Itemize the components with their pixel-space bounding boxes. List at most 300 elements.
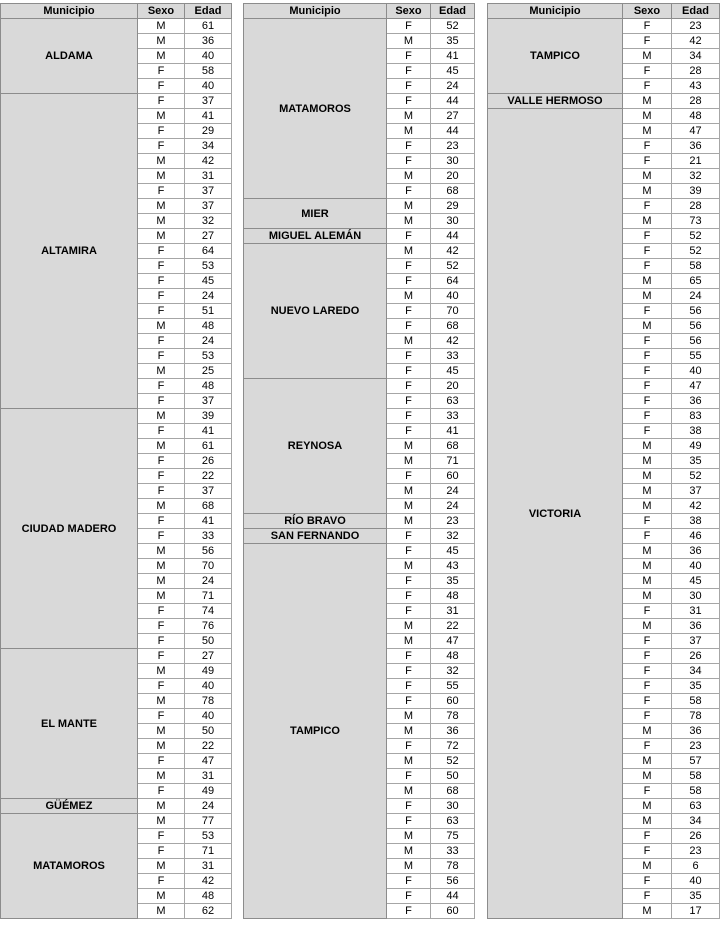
municipio-cell: REYNOSA: [244, 379, 387, 514]
edad-cell: 62: [185, 904, 232, 919]
municipio-cell: NUEVO LAREDO: [244, 244, 387, 379]
sexo-cell: M: [623, 859, 672, 874]
sexo-cell: F: [623, 409, 672, 424]
sexo-cell: F: [138, 124, 185, 139]
sexo-cell: F: [623, 154, 672, 169]
sexo-cell: M: [623, 814, 672, 829]
edad-cell: 53: [185, 829, 232, 844]
sexo-cell: M: [138, 109, 185, 124]
edad-cell: 61: [185, 19, 232, 34]
edad-cell: 28: [672, 64, 720, 79]
data-table-1: [0, 3, 232, 919]
sexo-cell: F: [138, 79, 185, 94]
edad-cell: 40: [431, 289, 475, 304]
sexo-cell: M: [138, 34, 185, 49]
sexo-cell: F: [387, 649, 431, 664]
edad-cell: 24: [431, 79, 475, 94]
sexo-cell: M: [623, 589, 672, 604]
header-edad: Edad: [185, 4, 232, 19]
edad-cell: 36: [431, 724, 475, 739]
sexo-cell: M: [623, 169, 672, 184]
edad-cell: 36: [672, 139, 720, 154]
table-row: [244, 244, 475, 259]
edad-cell: 30: [431, 799, 475, 814]
sexo-cell: F: [623, 64, 672, 79]
edad-cell: 65: [672, 274, 720, 289]
table-row: [244, 544, 475, 559]
sexo-cell: M: [623, 574, 672, 589]
sexo-cell: F: [623, 349, 672, 364]
edad-cell: 31: [672, 604, 720, 619]
municipio-cell: VICTORIA: [488, 109, 623, 919]
sexo-cell: F: [387, 409, 431, 424]
edad-cell: 58: [672, 784, 720, 799]
sexo-cell: F: [623, 34, 672, 49]
sexo-cell: F: [387, 319, 431, 334]
sexo-cell: F: [138, 289, 185, 304]
edad-cell: 78: [431, 859, 475, 874]
edad-cell: 56: [672, 334, 720, 349]
edad-cell: 37: [185, 484, 232, 499]
sexo-cell: F: [387, 229, 431, 244]
municipio-cell: RÍO BRAVO: [244, 514, 387, 529]
edad-cell: 36: [672, 724, 720, 739]
edad-cell: 40: [185, 679, 232, 694]
edad-cell: 28: [672, 199, 720, 214]
sexo-cell: F: [623, 304, 672, 319]
edad-cell: 43: [431, 559, 475, 574]
sexo-cell: F: [387, 589, 431, 604]
sexo-cell: F: [623, 874, 672, 889]
sexo-cell: M: [138, 589, 185, 604]
edad-cell: 78: [185, 694, 232, 709]
edad-cell: 52: [672, 469, 720, 484]
municipio-cell: TAMPICO: [244, 544, 387, 919]
edad-cell: 42: [672, 34, 720, 49]
edad-cell: 47: [185, 754, 232, 769]
sexo-cell: F: [387, 424, 431, 439]
sexo-cell: F: [387, 79, 431, 94]
sexo-cell: M: [138, 49, 185, 64]
header-edad: Edad: [431, 4, 475, 19]
sexo-cell: F: [387, 274, 431, 289]
sexo-cell: M: [138, 724, 185, 739]
sexo-cell: M: [623, 619, 672, 634]
sexo-cell: F: [623, 634, 672, 649]
sexo-cell: F: [623, 139, 672, 154]
edad-cell: 34: [672, 814, 720, 829]
edad-cell: 37: [185, 394, 232, 409]
edad-cell: 45: [431, 364, 475, 379]
sexo-cell: M: [138, 154, 185, 169]
edad-cell: 78: [672, 709, 720, 724]
edad-cell: 17: [672, 904, 720, 919]
municipio-cell: EL MANTE: [1, 649, 138, 799]
edad-cell: 49: [672, 439, 720, 454]
table-row: [244, 514, 475, 529]
sexo-cell: F: [138, 484, 185, 499]
edad-cell: 63: [431, 814, 475, 829]
sexo-cell: F: [623, 244, 672, 259]
sexo-cell: F: [623, 829, 672, 844]
edad-cell: 20: [431, 379, 475, 394]
sexo-cell: M: [138, 904, 185, 919]
sexo-cell: M: [623, 769, 672, 784]
edad-cell: 70: [185, 559, 232, 574]
edad-cell: 68: [431, 439, 475, 454]
sexo-cell: F: [387, 529, 431, 544]
sexo-cell: F: [387, 19, 431, 34]
edad-cell: 63: [672, 799, 720, 814]
edad-cell: 58: [672, 259, 720, 274]
edad-cell: 40: [185, 49, 232, 64]
edad-cell: 41: [185, 109, 232, 124]
edad-cell: 58: [672, 769, 720, 784]
municipio-cell: MIER: [244, 199, 387, 229]
edad-cell: 36: [185, 34, 232, 49]
sexo-cell: M: [387, 859, 431, 874]
sexo-cell: M: [623, 484, 672, 499]
edad-cell: 24: [185, 799, 232, 814]
sexo-cell: F: [387, 64, 431, 79]
sexo-cell: F: [623, 649, 672, 664]
sexo-cell: F: [138, 829, 185, 844]
sexo-cell: M: [387, 334, 431, 349]
header-municipio: Municipio: [244, 4, 387, 19]
sexo-cell: M: [138, 559, 185, 574]
edad-cell: 40: [672, 364, 720, 379]
sexo-cell: F: [387, 739, 431, 754]
sexo-cell: M: [387, 214, 431, 229]
edad-cell: 76: [185, 619, 232, 634]
edad-cell: 83: [672, 409, 720, 424]
sexo-cell: F: [138, 334, 185, 349]
edad-cell: 31: [185, 769, 232, 784]
edad-cell: 53: [185, 259, 232, 274]
edad-cell: 48: [185, 379, 232, 394]
sexo-cell: M: [623, 439, 672, 454]
sexo-cell: F: [623, 694, 672, 709]
sexo-cell: M: [387, 634, 431, 649]
sexo-cell: F: [138, 649, 185, 664]
edad-cell: 35: [431, 34, 475, 49]
edad-cell: 45: [431, 64, 475, 79]
sexo-cell: M: [387, 169, 431, 184]
sexo-cell: F: [387, 814, 431, 829]
edad-cell: 64: [185, 244, 232, 259]
edad-cell: 29: [431, 199, 475, 214]
sexo-cell: F: [387, 364, 431, 379]
edad-cell: 21: [672, 154, 720, 169]
edad-cell: 30: [431, 214, 475, 229]
sexo-cell: M: [138, 229, 185, 244]
sexo-cell: F: [387, 379, 431, 394]
edad-cell: 73: [672, 214, 720, 229]
edad-cell: 55: [672, 349, 720, 364]
sexo-cell: F: [387, 874, 431, 889]
edad-cell: 53: [185, 349, 232, 364]
edad-cell: 23: [431, 514, 475, 529]
edad-cell: 52: [431, 19, 475, 34]
edad-cell: 27: [431, 109, 475, 124]
sexo-cell: F: [623, 394, 672, 409]
sexo-cell: F: [138, 469, 185, 484]
sexo-cell: M: [138, 199, 185, 214]
edad-cell: 42: [185, 874, 232, 889]
edad-cell: 44: [431, 229, 475, 244]
edad-cell: 60: [431, 694, 475, 709]
edad-cell: 50: [431, 769, 475, 784]
sexo-cell: M: [138, 439, 185, 454]
edad-cell: 24: [431, 499, 475, 514]
sexo-cell: F: [138, 64, 185, 79]
sexo-cell: F: [623, 889, 672, 904]
sexo-cell: M: [387, 109, 431, 124]
sexo-cell: M: [138, 214, 185, 229]
sexo-cell: F: [623, 259, 672, 274]
edad-cell: 33: [431, 349, 475, 364]
edad-cell: 49: [185, 664, 232, 679]
table-row: [1, 409, 232, 424]
table-row: [488, 94, 720, 109]
edad-cell: 71: [431, 454, 475, 469]
sexo-cell: M: [387, 754, 431, 769]
edad-cell: 70: [431, 304, 475, 319]
sexo-cell: F: [138, 394, 185, 409]
municipio-cell: ALDAMA: [1, 19, 138, 94]
edad-cell: 71: [185, 844, 232, 859]
sexo-cell: F: [387, 679, 431, 694]
header-municipio: Municipio: [488, 4, 623, 19]
sexo-cell: M: [623, 214, 672, 229]
edad-cell: 42: [185, 154, 232, 169]
edad-cell: 37: [672, 634, 720, 649]
edad-cell: 68: [431, 319, 475, 334]
sexo-cell: F: [138, 784, 185, 799]
edad-cell: 38: [672, 514, 720, 529]
edad-cell: 38: [672, 424, 720, 439]
sexo-cell: F: [623, 664, 672, 679]
sexo-cell: F: [623, 334, 672, 349]
edad-cell: 23: [431, 139, 475, 154]
edad-cell: 32: [185, 214, 232, 229]
edad-cell: 37: [672, 484, 720, 499]
edad-cell: 44: [431, 889, 475, 904]
edad-cell: 58: [185, 64, 232, 79]
edad-cell: 48: [431, 649, 475, 664]
sexo-cell: F: [138, 514, 185, 529]
sexo-cell: M: [387, 199, 431, 214]
edad-cell: 39: [185, 409, 232, 424]
edad-cell: 45: [672, 574, 720, 589]
sexo-cell: M: [138, 364, 185, 379]
edad-cell: 63: [431, 394, 475, 409]
edad-cell: 40: [672, 559, 720, 574]
edad-cell: 33: [185, 529, 232, 544]
edad-cell: 32: [431, 529, 475, 544]
sexo-cell: M: [623, 904, 672, 919]
table-row: [244, 529, 475, 544]
edad-cell: 60: [431, 904, 475, 919]
sexo-cell: F: [623, 679, 672, 694]
edad-cell: 47: [672, 379, 720, 394]
sexo-cell: M: [138, 739, 185, 754]
sexo-cell: M: [623, 124, 672, 139]
sexo-cell: F: [138, 139, 185, 154]
edad-cell: 28: [672, 94, 720, 109]
sexo-cell: M: [387, 784, 431, 799]
municipio-cell: ALTAMIRA: [1, 94, 138, 409]
edad-cell: 51: [185, 304, 232, 319]
edad-cell: 22: [185, 739, 232, 754]
sexo-cell: F: [387, 799, 431, 814]
municipio-cell: VALLE HERMOSO: [488, 94, 623, 109]
sexo-cell: F: [387, 544, 431, 559]
sexo-cell: M: [387, 34, 431, 49]
table-row: [1, 94, 232, 109]
edad-cell: 78: [431, 709, 475, 724]
sexo-cell: F: [387, 49, 431, 64]
sexo-cell: F: [138, 619, 185, 634]
edad-cell: 72: [431, 739, 475, 754]
municipio-cell: CIUDAD MADERO: [1, 409, 138, 649]
sexo-cell: F: [138, 184, 185, 199]
sexo-cell: M: [387, 559, 431, 574]
edad-cell: 50: [185, 634, 232, 649]
edad-cell: 34: [672, 664, 720, 679]
sexo-cell: M: [138, 664, 185, 679]
header-municipio: Municipio: [1, 4, 138, 19]
edad-cell: 24: [185, 334, 232, 349]
edad-cell: 48: [185, 889, 232, 904]
sexo-cell: M: [387, 289, 431, 304]
edad-cell: 20: [431, 169, 475, 184]
edad-cell: 42: [431, 244, 475, 259]
municipio-cell: GÜÉMEZ: [1, 799, 138, 814]
table-row: [244, 19, 475, 34]
municipio-cell: SAN FERNANDO: [244, 529, 387, 544]
sexo-cell: F: [138, 379, 185, 394]
sexo-cell: M: [387, 514, 431, 529]
sexo-cell: M: [623, 289, 672, 304]
edad-cell: 61: [185, 439, 232, 454]
sexo-cell: F: [387, 889, 431, 904]
edad-cell: 22: [185, 469, 232, 484]
sexo-cell: M: [623, 559, 672, 574]
sexo-cell: F: [138, 349, 185, 364]
data-table-3: [487, 3, 720, 919]
header-row: [1, 4, 232, 19]
sexo-cell: M: [138, 799, 185, 814]
edad-cell: 58: [672, 694, 720, 709]
sexo-cell: F: [623, 19, 672, 34]
sexo-cell: F: [138, 454, 185, 469]
edad-cell: 43: [672, 79, 720, 94]
sexo-cell: M: [387, 124, 431, 139]
edad-cell: 68: [431, 184, 475, 199]
edad-cell: 40: [672, 874, 720, 889]
edad-cell: 56: [431, 874, 475, 889]
sexo-cell: F: [138, 709, 185, 724]
edad-cell: 41: [185, 514, 232, 529]
sexo-cell: M: [138, 544, 185, 559]
edad-cell: 27: [185, 229, 232, 244]
edad-cell: 36: [672, 544, 720, 559]
edad-cell: 41: [185, 424, 232, 439]
table-row: [1, 814, 232, 829]
edad-cell: 56: [672, 319, 720, 334]
sexo-cell: F: [138, 244, 185, 259]
edad-cell: 52: [431, 259, 475, 274]
sexo-cell: M: [623, 754, 672, 769]
sexo-cell: F: [387, 394, 431, 409]
sexo-cell: M: [387, 244, 431, 259]
header-row: [488, 4, 720, 19]
sexo-cell: F: [623, 199, 672, 214]
sexo-cell: F: [387, 94, 431, 109]
sexo-cell: F: [138, 844, 185, 859]
table-row: [1, 799, 232, 814]
edad-cell: 52: [672, 229, 720, 244]
sexo-cell: F: [387, 139, 431, 154]
edad-cell: 45: [431, 544, 475, 559]
sexo-cell: M: [387, 484, 431, 499]
edad-cell: 75: [431, 829, 475, 844]
table-row: [244, 379, 475, 394]
sexo-cell: F: [138, 874, 185, 889]
sexo-cell: M: [623, 109, 672, 124]
edad-cell: 23: [672, 19, 720, 34]
sexo-cell: M: [387, 709, 431, 724]
sexo-cell: M: [387, 499, 431, 514]
sexo-cell: M: [138, 499, 185, 514]
header-sexo: Sexo: [138, 4, 185, 19]
sexo-cell: F: [623, 529, 672, 544]
edad-cell: 42: [431, 334, 475, 349]
sexo-cell: F: [138, 679, 185, 694]
sexo-cell: M: [138, 19, 185, 34]
sexo-cell: M: [387, 844, 431, 859]
edad-cell: 36: [672, 619, 720, 634]
edad-cell: 31: [431, 604, 475, 619]
edad-cell: 32: [431, 664, 475, 679]
header-sexo: Sexo: [387, 4, 431, 19]
sexo-cell: F: [138, 424, 185, 439]
sexo-cell: F: [138, 634, 185, 649]
edad-cell: 35: [672, 889, 720, 904]
sexo-cell: F: [623, 604, 672, 619]
edad-cell: 23: [672, 844, 720, 859]
edad-cell: 37: [185, 184, 232, 199]
edad-cell: 48: [185, 319, 232, 334]
edad-cell: 37: [185, 199, 232, 214]
edad-cell: 74: [185, 604, 232, 619]
table-row: [1, 649, 232, 664]
sexo-cell: M: [387, 439, 431, 454]
municipio-cell: MIGUEL ALEMÁN: [244, 229, 387, 244]
edad-cell: 23: [672, 739, 720, 754]
sexo-cell: F: [138, 259, 185, 274]
sexo-cell: F: [623, 424, 672, 439]
edad-cell: 26: [185, 454, 232, 469]
edad-cell: 47: [672, 124, 720, 139]
sexo-cell: M: [623, 499, 672, 514]
sexo-cell: F: [623, 514, 672, 529]
sexo-cell: F: [138, 754, 185, 769]
edad-cell: 39: [672, 184, 720, 199]
sexo-cell: M: [138, 814, 185, 829]
sexo-cell: F: [623, 229, 672, 244]
